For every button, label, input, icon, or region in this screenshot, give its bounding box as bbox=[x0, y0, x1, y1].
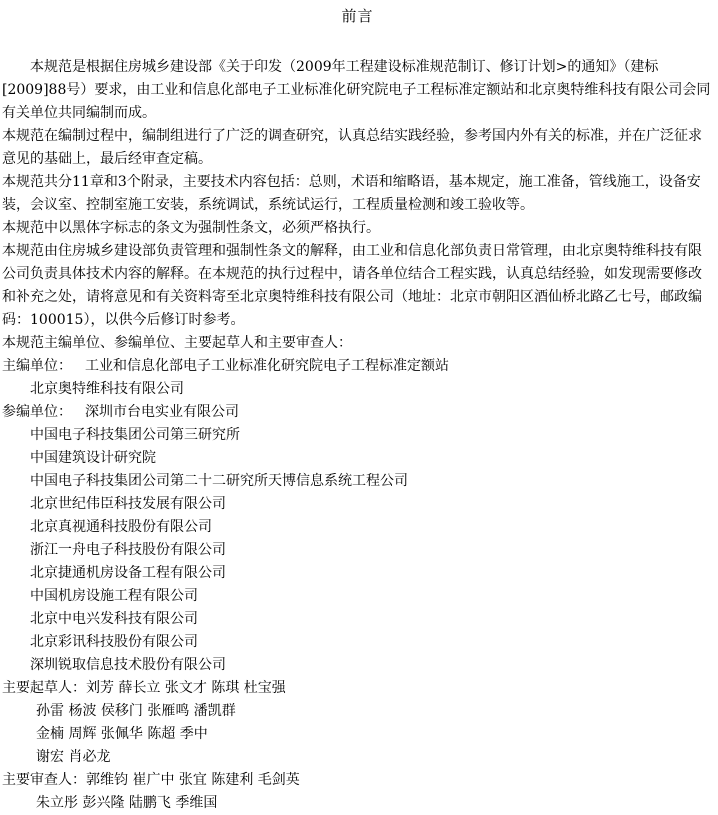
participating-unit: 北京中电兴发科技有限公司 bbox=[30, 611, 198, 627]
paragraph-management: 本规范由住房城乡建设部负责管理和强制性条文的解释，由工业和信息化部负责日常管理，由北京奥特维科技有限公司负责具体技术内容的解释。在本规范的执行过程中，请各单位结合工程实践，认真总结经验，如发现需要修改和补充之处，请将意见和有关资料寄至北京奥特维科技有限公司（地址：北京市朝阳区酒仙桥北路乙七号，邮政编码：100015），以供今后修订时参考。 bbox=[2, 243, 702, 328]
participating-unit: 北京真视通科技股份有限公司 bbox=[30, 519, 212, 535]
participating-unit: 北京世纪伟臣科技发展有限公司 bbox=[30, 496, 226, 512]
page-title: 前言 bbox=[341, 7, 374, 25]
participating-unit: 深圳锐取信息技术股份有限公司 bbox=[30, 657, 226, 673]
participating-unit: 中国机房设施工程有限公司 bbox=[30, 588, 198, 604]
participating-unit: 深圳市台电实业有限公司 bbox=[85, 404, 239, 420]
participating-unit: 浙江一舟电子科技股份有限公司 bbox=[30, 542, 226, 558]
drafter-names: 谢宏 肖必龙 bbox=[36, 749, 111, 765]
participating-unit: 中国电子科技集团公司第三研究所 bbox=[30, 427, 240, 443]
drafters-label: 主要起草人： bbox=[2, 680, 86, 696]
participating-unit: 北京彩讯科技股份有限公司 bbox=[30, 634, 198, 650]
paragraph-contents: 本规范共分11章和3个附录，主要技术内容包括：总则，术语和缩略语，基本规定，施工准备，管线施工，设备安装，会议室、控制室施工安装，系统调试，系统试运行，工程质量检测和竣工验收等。 bbox=[2, 174, 701, 213]
participating-unit: 北京捷通机房设备工程有限公司 bbox=[30, 565, 226, 581]
chief-editor-line bbox=[2, 355, 713, 378]
paragraph-drafting-process: 本规范在编制过程中，编制组进行了广泛的调查研究，认真总结实践经验，参考国内外有关的标准，并在广泛征求意见的基础上，最后经审查定稿。 bbox=[2, 128, 702, 167]
drafters-line bbox=[2, 677, 713, 700]
paragraph-units-intro: 本规范主编单位、参编单位、主要起草人和主要审查人： bbox=[2, 335, 352, 351]
participating-units-line bbox=[2, 401, 713, 424]
chief-editor-unit: 北京奥特维科技有限公司 bbox=[30, 381, 184, 397]
drafter-names: 金楠 周辉 张佩华 陈超 季中 bbox=[36, 726, 208, 742]
chief-editor-unit: 工业和信息化部电子工业标准化研究院电子工程标准定额站 bbox=[85, 358, 449, 374]
reviewers-label: 主要审查人： bbox=[2, 772, 86, 788]
drafter-names: 孙雷 杨波 侯移门 张雁鸣 潘凯群 bbox=[36, 703, 236, 719]
paragraph-origin: 本规范是根据住房城乡建设部《关于印发（2009年工程建设标准规范制订、修订计划>的通知》（建标[2009]88号）要求，由工业和信息化部电子工业标准化研究院电子工程标准定额站和北京奥特维科技有限公司会同有关单位共同编制而成。 bbox=[2, 59, 711, 121]
reviewer-names: 朱立彤 彭兴隆 陆鹏飞 季维国 bbox=[36, 795, 218, 811]
chief-editor-label: 主编单位： bbox=[2, 358, 72, 374]
reviewer-names: 郭维钧 崔广中 张宜 陈建利 毛剑英 bbox=[86, 772, 300, 788]
participating-units-label: 参编单位： bbox=[2, 404, 72, 420]
participating-unit: 中国建筑设计研究院 bbox=[30, 450, 156, 466]
paragraph-mandatory-clauses: 本规范中以黑体字标志的条文为强制性条文，必须严格执行。 bbox=[2, 220, 380, 236]
participating-unit: 中国电子科技集团公司第二十二研究所天博信息系统工程公司 bbox=[30, 473, 408, 489]
drafter-names: 刘芳 薛长立 张文才 陈琪 杜宝强 bbox=[86, 680, 286, 696]
reviewers-line bbox=[2, 769, 713, 792]
